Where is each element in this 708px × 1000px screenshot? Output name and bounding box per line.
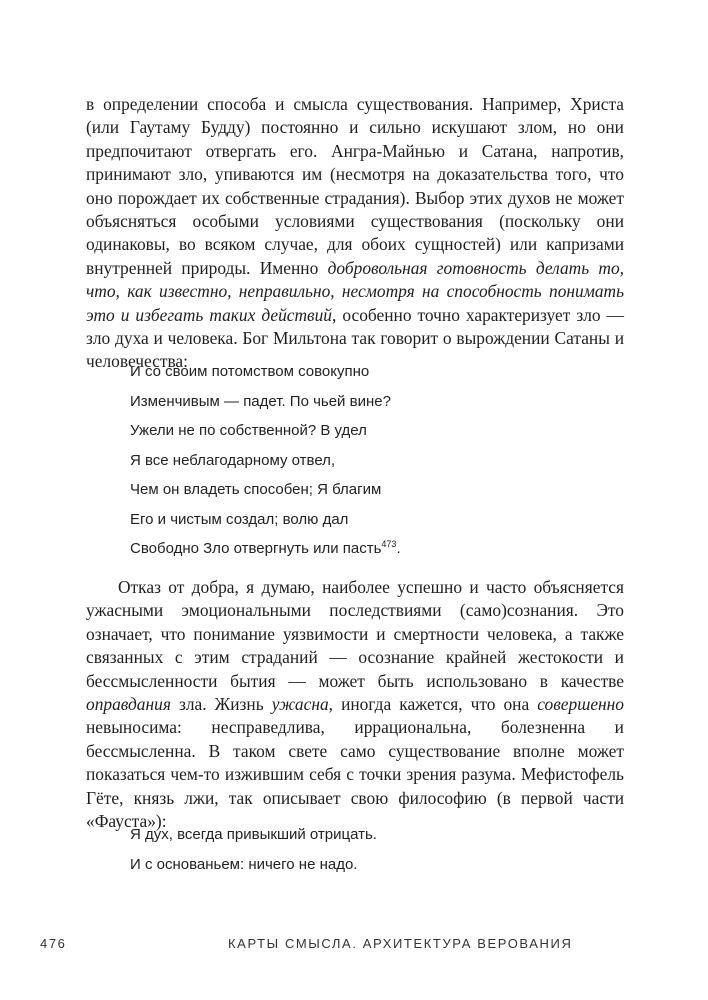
- footnote-marker[interactable]: 473: [381, 539, 397, 549]
- verse-line: И с основаньем: ничего не надо.: [130, 855, 358, 873]
- verse-line: Чем он владеть способен; Я благим: [130, 481, 382, 498]
- verse-line: Изменчивым — падет. По чьей вине?: [130, 392, 391, 410]
- italic-emphasis: оправдания: [86, 694, 171, 715]
- page-number: 476: [40, 936, 67, 951]
- verse-line: Его и чистым создал; волю дал: [130, 510, 349, 528]
- paragraph-text: зла. Жизнь: [170, 694, 272, 715]
- verse-line: [130, 534, 401, 564]
- paragraph-text: , иногда кажется, что она: [328, 694, 538, 715]
- paragraph-text: невыносима: несправедлива, иррациональна, болезненна и бессмысленна. В таком свете само существование вполне может показаться чем-то изжившим себя с точки зрения разума. Мефистофель Гёте, князь лжи, так описывает свою философию (в первой части «Фауста»):: [86, 717, 624, 832]
- verse-line: И со своим потомством совокупно: [130, 363, 370, 380]
- milton-verse-quote: [130, 357, 401, 564]
- verse-line: Я все неблагодарному отвел,: [130, 451, 336, 469]
- italic-emphasis: ужасна: [271, 694, 329, 715]
- italic-emphasis: совершенно: [537, 694, 624, 715]
- verse-line-text: Свободно Зло отвергнуть или пасть: [130, 540, 382, 557]
- body-paragraph-2: [86, 576, 624, 833]
- verse-line: Я дух, всегда привыкший отрицать.: [130, 826, 377, 843]
- paragraph-text: в определении способа и смысла существования. Например, Христа (или Гаутаму Будду) постоянно и сильно искушают злом, но они предпочитают отвергать его. Ангра-Майнью и Сатана, напротив, принимают зло, упиваются им (несмотря на доказательства того, что оно порождает их собственные страдания). Выбор этих духов не может объясняться особыми условиями существования (поскольку они одинаковы, во всяком случае, для обоих сущностей) или капризами внутренней природы. Именно: [86, 94, 624, 278]
- body-paragraph-1: [86, 93, 624, 374]
- paragraph-text: Отказ от добра, я думаю, наиболее успешно и часто объясняется ужасными эмоциональными последствиями (само)сознания. Это означает, что понимание уязвимости и смертности человека, а также связанных с этим страданий — осознание крайней жестокости и бессмысленности бытия — может быть использовано в качестве: [86, 577, 624, 691]
- verse-punctuation: .: [396, 540, 401, 557]
- goethe-verse-quote: [130, 820, 377, 879]
- page-footer: [40, 936, 668, 956]
- paragraph-text: , особенно точно характеризует зло — зло духа и человека. Бог Мильтона так говорит о вырождении Сатаны и человечества:: [86, 304, 624, 372]
- italic-emphasis: добровольная готовность делать то, что, как известно, неправильно, несмотря на способность понимать это и избегать таких действий: [86, 257, 625, 325]
- running-title: КАРТЫ СМЫСЛА. АРХИТЕКТУРА ВЕРОВАНИЯ: [228, 936, 573, 951]
- verse-line: Ужели не по собственной? В удел: [130, 422, 367, 439]
